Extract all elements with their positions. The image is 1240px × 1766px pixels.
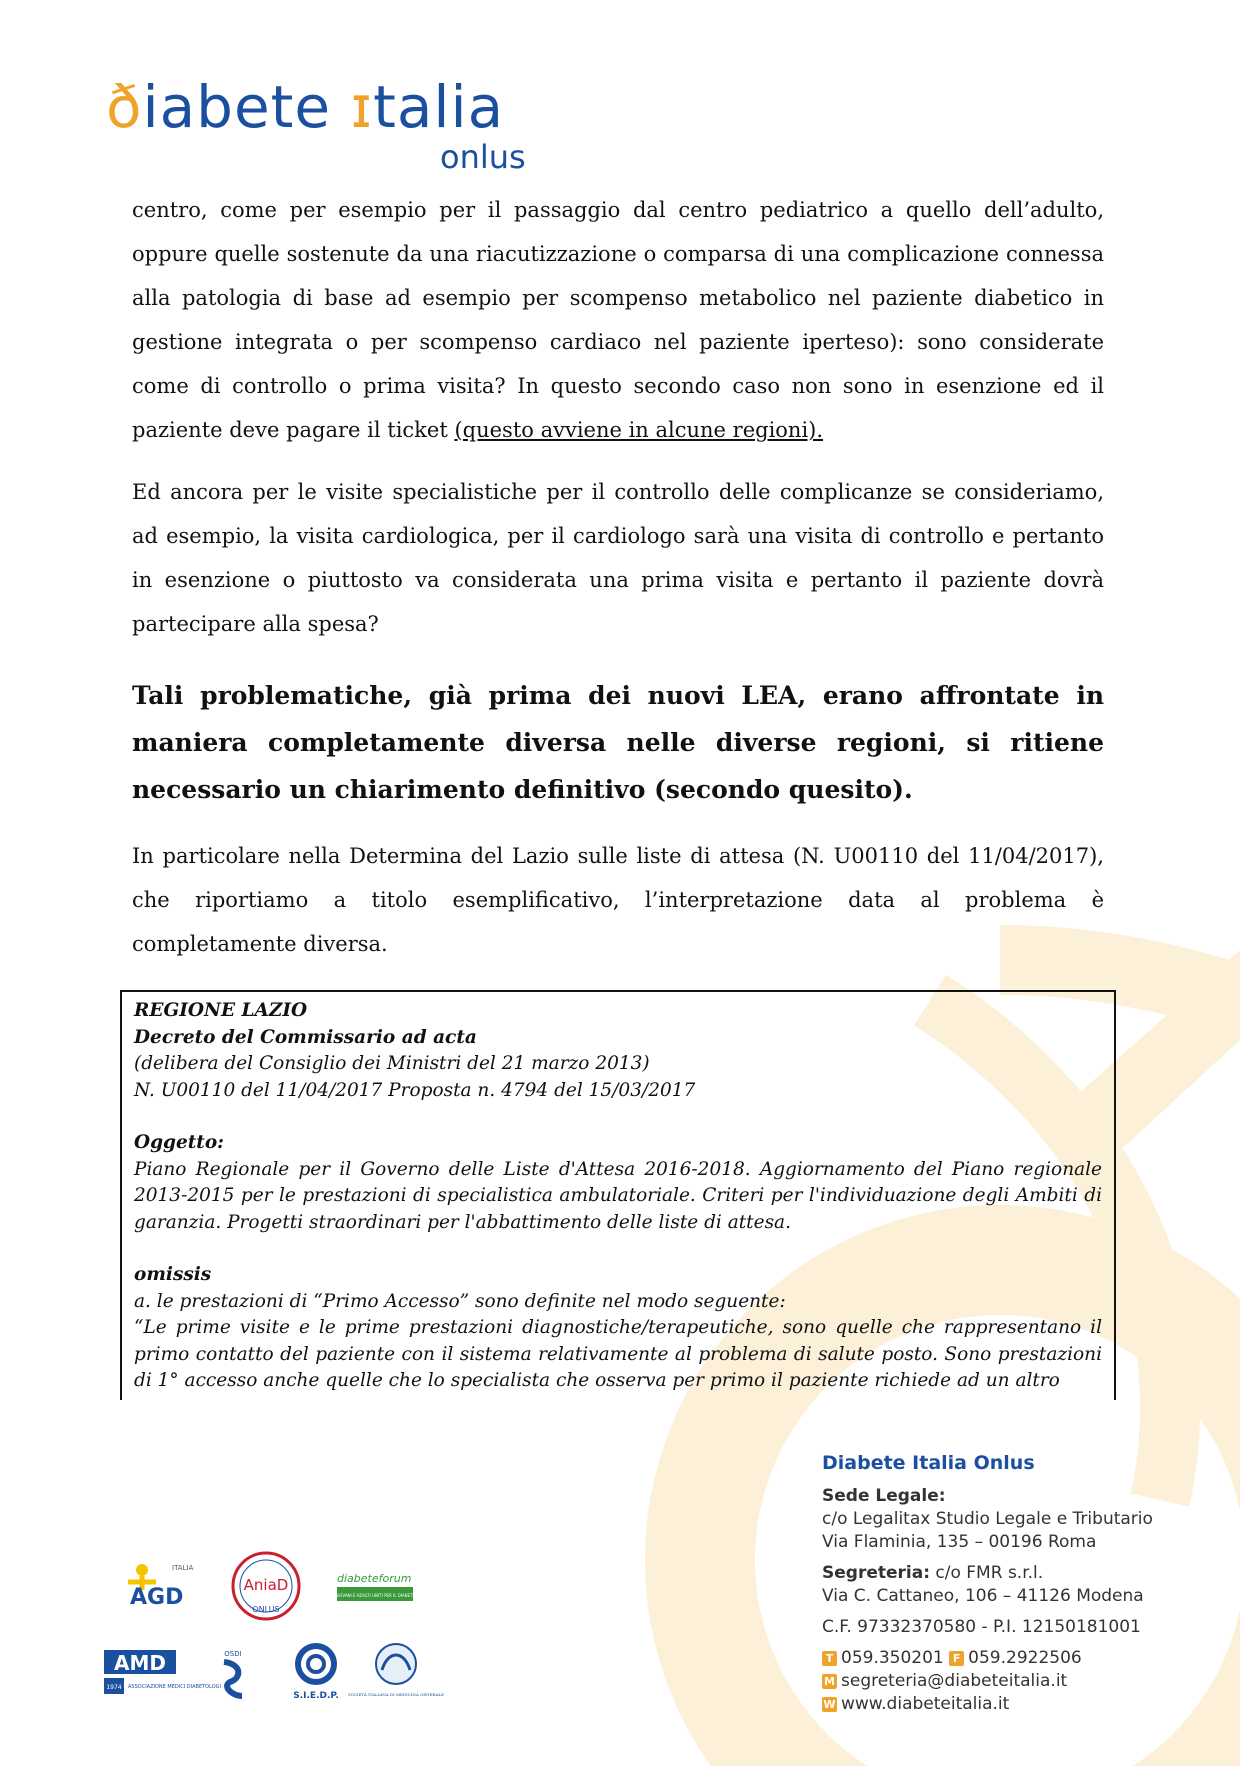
- aniad-sub-label: ONLUS: [252, 1605, 280, 1614]
- footer-sede-label: Sede Legale:: [822, 1486, 946, 1506]
- quote-object-label: Oggetto:: [134, 1132, 225, 1153]
- agd-top-label: ITALIA: [172, 1564, 194, 1572]
- diabeteforum-label: diabeteforum: [337, 1572, 412, 1585]
- paragraph-1-text: centro, come per esempio per il passaggio dal centro pediatrico a quello dell’adulto, oppure quelle sostenute da una riacutizzazione o comparsa di una complicazione connessa alla patologia di base ad esempio per scompenso metabolico nel paziente diabetico in gestione integrata o per scompenso cardiaco nel paziente iperteso): sono considerate come di controllo o prima visita? In questo secondo caso non sono in esenzione ed il paziente deve pagare il ticket: [132, 198, 1104, 442]
- footer-mail-row: [822, 1670, 1222, 1693]
- footer-segreteria-block: [822, 1562, 1222, 1608]
- agd-italia-logo: [120, 1560, 198, 1608]
- logo-word-talia: talia: [373, 73, 505, 141]
- aniad-label: AniaD: [243, 1576, 289, 1594]
- quote-omissis: omissis: [134, 1264, 212, 1285]
- paragraph-2: Ed ancora per le visite specialistiche per il controllo delle complicanze se consideriamo, ad esempio, la visita cardiologica, per il cardiologo sarà una visita di controllo e pertanto in esenzione o piuttosto va considerata una prima visita e pertanto il paziente dovrà partecipare alla spesa?: [132, 480, 1104, 636]
- footer-segreteria-line-2: Via C. Cattaneo, 106 – 41126 Modena: [822, 1586, 1144, 1606]
- quote-line-2: N. U00110 del 11/04/2017 Proposta n. 4794 del 15/03/2017: [134, 1079, 696, 1101]
- diabeteforum-sub-label: GIOVANI E ADULTI UNITI PER IL DIABETE: [334, 1593, 416, 1598]
- logo-i-glyph: ɪ: [350, 73, 374, 141]
- footer-phone: 059.350201: [841, 1648, 944, 1668]
- footer-sede-line-1: c/o Legalitax Studio Legale e Tributario: [822, 1509, 1153, 1529]
- quote-line-1: (delibera del Consiglio dei Ministri del 21 marzo 2013): [134, 1053, 650, 1074]
- diabeteforum-logo: [335, 1568, 415, 1604]
- amd-logo: [102, 1648, 221, 1698]
- amd-sub-label: ASSOCIAZIONE MEDICI DIABETOLOGI: [128, 1684, 221, 1690]
- footer-web-link[interactable]: www.diabeteitalia.it: [841, 1694, 1010, 1714]
- footer-web-row: [822, 1693, 1222, 1716]
- footer-phone-row: [822, 1647, 1222, 1670]
- web-icon: W: [823, 1698, 836, 1711]
- footer-sede-line-2: Via Flaminia, 135 – 00196 Roma: [822, 1532, 1097, 1552]
- quote-text: “Le prime visite e le prime prestazioni diagnostiche/terapeutiche, sono quelle che rappresentano il primo contatto del paziente con il sistema relativamente al problema di salute posto. Sono prestazioni di 1° accesso anche quelle che lo specialista che osserva per primo il paziente richiede ad un altro: [134, 1317, 1102, 1391]
- logo-d-glyph: ð: [106, 73, 143, 141]
- paragraph-1-underlined: (questo avviene in alcune regioni).: [454, 418, 824, 442]
- phone-icon: T: [822, 1651, 837, 1666]
- quote-item-a: a. le prestazioni di “Primo Accesso” sono definite nel modo seguente:: [134, 1290, 786, 1312]
- osdi-logo: [212, 1648, 254, 1700]
- decree-quote-box: [120, 990, 1116, 1400]
- footer-segreteria-label: Segreteria:: [822, 1563, 930, 1583]
- quote-region: REGIONE LAZIO: [134, 1000, 308, 1021]
- simg-label: SOCIETÀ ITALIANA DI MEDICINA GENERALE: [347, 1692, 445, 1697]
- amd-label: AMD: [114, 1651, 166, 1675]
- logo-wordmark: [106, 72, 546, 142]
- footer-sede-block: [822, 1485, 1222, 1554]
- quote-object-text: Piano Regionale per il Governo delle Liste d'Attesa 2016-2018. Aggiornamento del Piano regionale 2013-2015 per le prestazioni di specialistica ambulatoriale. Criteri per l'individuazione degli Ambiti di garanzia. Progetti straordinari per l'abbattimento delle liste di attesa.: [134, 1158, 1102, 1233]
- quote-decree: Decreto del Commissario ad acta: [134, 1026, 477, 1048]
- paragraph-1: [132, 188, 1104, 452]
- fax-icon: F: [949, 1651, 964, 1666]
- diabete-italia-logo: [106, 72, 546, 182]
- amd-year: 1974: [106, 1684, 122, 1691]
- mail-icon: M: [822, 1674, 837, 1689]
- footer-segreteria-line-1: c/o FMR s.r.l.: [930, 1563, 1044, 1583]
- osdi-label: OSDI: [224, 1650, 242, 1658]
- footer-mail-link[interactable]: segreteria@diabeteitalia.it: [841, 1671, 1068, 1691]
- siedp-logo: [292, 1640, 340, 1704]
- aniad-logo: [230, 1550, 302, 1622]
- simg-logo: [347, 1640, 445, 1708]
- agd-label: AGD: [130, 1585, 184, 1610]
- paragraph-bold: Tali problematiche, già prima dei nuovi LEA, erano affrontate in maniera completamente diversa nelle diverse regioni, si ritiene necessario un chiarimento definitivo (secondo quesito).: [132, 681, 1104, 804]
- siedp-label: S.I.E.D.P.: [293, 1691, 339, 1701]
- footer-cf: C.F. 97332370580 - P.I. 12150181001: [822, 1617, 1141, 1637]
- footer-org-name: Diabete Italia Onlus: [822, 1452, 1035, 1474]
- footer-fax: 059.2922506: [968, 1648, 1082, 1668]
- logo-onlus: onlus: [440, 138, 526, 176]
- logo-word-iabete: iabete: [142, 73, 332, 141]
- footer-contact-block: [822, 1452, 1222, 1716]
- paragraph-4: In particolare nella Determina del Lazio sulle liste di attesa (N. U00110 del 11/04/2017), che riportiamo a titolo esemplificativo, l’interpretazione data al problema è completamente diversa.: [132, 844, 1104, 956]
